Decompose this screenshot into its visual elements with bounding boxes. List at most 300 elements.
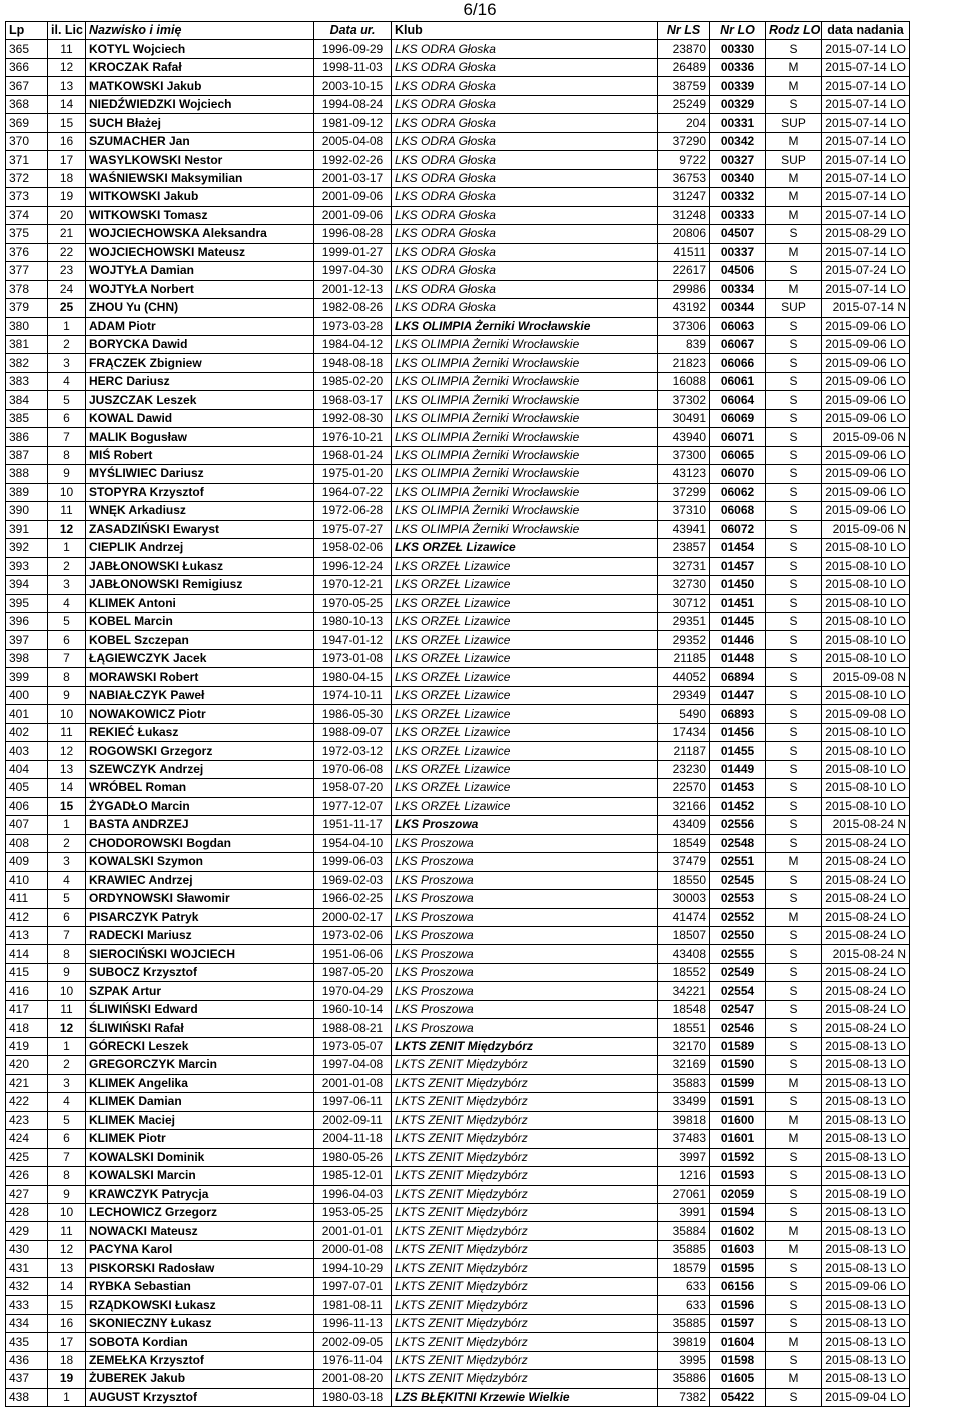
cell-club: LKS ODRA Głoska: [392, 206, 658, 224]
cell-birth-date: 1968-03-17: [314, 391, 392, 409]
license-table: [5, 21, 910, 1407]
cell-name: KOWALSKI Dominik: [86, 1148, 314, 1166]
cell-name: SZPAK Artur: [86, 982, 314, 1000]
cell-rodz-lo: S: [766, 557, 822, 575]
cell-lic: 6: [48, 908, 86, 926]
cell-birth-date: 1992-08-30: [314, 409, 392, 427]
table-row: [6, 77, 910, 95]
cell-lp: 377: [6, 262, 48, 280]
cell-rodz-lo: S: [766, 372, 822, 390]
cell-data-nadania: 2015-08-10 LO: [822, 576, 910, 594]
header-nr-ls: Nr LS: [658, 22, 710, 40]
table-row: [6, 1074, 910, 1092]
cell-data-nadania: 2015-08-13 LO: [822, 1296, 910, 1314]
cell-nr-ls: 37300: [658, 446, 710, 464]
cell-lic: 10: [48, 483, 86, 501]
header-name: Nazwisko i imię: [86, 22, 314, 40]
cell-club: LKTS ZENIT Międzybórz: [392, 1037, 658, 1055]
cell-nr-lo: 06067: [710, 335, 766, 353]
cell-name: RYBKA Sebastian: [86, 1277, 314, 1295]
cell-club: LKTS ZENIT Międzybórz: [392, 1204, 658, 1222]
cell-data-nadania: 2015-09-06 LO: [822, 483, 910, 501]
cell-birth-date: 1973-02-06: [314, 926, 392, 944]
cell-nr-ls: 30712: [658, 594, 710, 612]
cell-name: ADAM Piotr: [86, 317, 314, 335]
cell-club: LKS ODRA Głoska: [392, 132, 658, 150]
cell-club: LKS OLIMPIA Żerniki Wrocławskie: [392, 428, 658, 446]
cell-club: LKS ORZEŁ Lizawice: [392, 668, 658, 686]
cell-club: LKS ODRA Głoska: [392, 243, 658, 261]
cell-lp: 435: [6, 1333, 48, 1351]
cell-lp: 428: [6, 1204, 48, 1222]
cell-lic: 17: [48, 1333, 86, 1351]
cell-name: PISKORSKI Radosław: [86, 1259, 314, 1277]
cell-birth-date: 1972-06-28: [314, 502, 392, 520]
cell-club: LKS ORZEŁ Lizawice: [392, 742, 658, 760]
cell-birth-date: 1988-08-21: [314, 1019, 392, 1037]
cell-club: LKS ODRA Głoska: [392, 262, 658, 280]
table-row: [6, 1019, 910, 1037]
cell-club: LKS ODRA Głoska: [392, 188, 658, 206]
cell-birth-date: 2002-09-05: [314, 1333, 392, 1351]
header-rodz-lo: Rodz LO: [766, 22, 822, 40]
cell-rodz-lo: S: [766, 779, 822, 797]
cell-lp: 370: [6, 132, 48, 150]
cell-club: LKTS ZENIT Międzybórz: [392, 1277, 658, 1295]
cell-nr-lo: 01590: [710, 1056, 766, 1074]
cell-lp: 408: [6, 834, 48, 852]
cell-club: LKS ORZEŁ Lizawice: [392, 779, 658, 797]
cell-lic: 14: [48, 779, 86, 797]
cell-birth-date: 1996-08-28: [314, 225, 392, 243]
cell-club: LKS OLIMPIA Żerniki Wrocławskie: [392, 502, 658, 520]
table-row: [6, 1351, 910, 1369]
cell-lp: 401: [6, 705, 48, 723]
cell-rodz-lo: S: [766, 502, 822, 520]
cell-nr-lo: 02546: [710, 1019, 766, 1037]
cell-name: KRAWCZYK Patrycja: [86, 1185, 314, 1203]
cell-club: LKS ODRA Głoska: [392, 114, 658, 132]
cell-nr-ls: 37302: [658, 391, 710, 409]
cell-nr-lo: 02555: [710, 945, 766, 963]
cell-lp: 392: [6, 539, 48, 557]
cell-data-nadania: 2015-09-06 LO: [822, 465, 910, 483]
cell-name: JABŁONOWSKI Remigiusz: [86, 576, 314, 594]
cell-lic: 12: [48, 58, 86, 76]
cell-data-nadania: 2015-07-14 LO: [822, 151, 910, 169]
cell-birth-date: 1970-06-08: [314, 760, 392, 778]
table-row: [6, 649, 910, 667]
cell-rodz-lo: M: [766, 58, 822, 76]
cell-rodz-lo: S: [766, 705, 822, 723]
cell-rodz-lo: S: [766, 613, 822, 631]
table-row: [6, 1222, 910, 1240]
cell-rodz-lo: S: [766, 963, 822, 981]
cell-nr-ls: 18549: [658, 834, 710, 852]
cell-birth-date: 1958-07-20: [314, 779, 392, 797]
cell-birth-date: 2001-08-20: [314, 1370, 392, 1388]
cell-club: LKS ODRA Głoska: [392, 95, 658, 113]
cell-rodz-lo: M: [766, 1333, 822, 1351]
cell-name: WITKOWSKI Tomasz: [86, 206, 314, 224]
cell-lic: 9: [48, 686, 86, 704]
cell-rodz-lo: S: [766, 649, 822, 667]
cell-birth-date: 1997-06-11: [314, 1093, 392, 1111]
cell-birth-date: 1960-10-14: [314, 1000, 392, 1018]
cell-nr-ls: 30491: [658, 409, 710, 427]
table-row: [6, 1148, 910, 1166]
cell-data-nadania: 2015-08-13 LO: [822, 1240, 910, 1258]
cell-lic: 3: [48, 354, 86, 372]
cell-name: KLIMEK Piotr: [86, 1130, 314, 1148]
cell-club: LKS ORZEŁ Lizawice: [392, 594, 658, 612]
cell-name: RZĄDKOWSKI Łukasz: [86, 1296, 314, 1314]
cell-lic: 10: [48, 1204, 86, 1222]
cell-data-nadania: 2015-08-10 LO: [822, 539, 910, 557]
table-row: [6, 132, 910, 150]
cell-data-nadania: 2015-08-10 LO: [822, 594, 910, 612]
cell-lp: 426: [6, 1167, 48, 1185]
cell-nr-ls: 39819: [658, 1333, 710, 1351]
table-row: [6, 1185, 910, 1203]
cell-club: LKTS ZENIT Międzybórz: [392, 1093, 658, 1111]
cell-birth-date: 1994-08-24: [314, 95, 392, 113]
cell-rodz-lo: S: [766, 742, 822, 760]
cell-nr-lo: 01452: [710, 797, 766, 815]
cell-name: KOWAL Dawid: [86, 409, 314, 427]
cell-lp: 379: [6, 299, 48, 317]
cell-lp: 384: [6, 391, 48, 409]
cell-nr-ls: 27061: [658, 1185, 710, 1203]
cell-birth-date: 1970-05-25: [314, 594, 392, 612]
cell-lp: 368: [6, 95, 48, 113]
cell-name: SZEWCZYK Andrzej: [86, 760, 314, 778]
cell-lp: 397: [6, 631, 48, 649]
cell-lic: 5: [48, 391, 86, 409]
table-row: [6, 926, 910, 944]
cell-birth-date: 1976-11-04: [314, 1351, 392, 1369]
header-data-nadania: data nadania: [822, 22, 910, 40]
cell-birth-date: 1986-05-30: [314, 705, 392, 723]
cell-name: MORAWSKI Robert: [86, 668, 314, 686]
cell-nr-ls: 41474: [658, 908, 710, 926]
cell-rodz-lo: S: [766, 446, 822, 464]
cell-birth-date: 1970-12-21: [314, 576, 392, 594]
cell-nr-ls: 32730: [658, 576, 710, 594]
table-row: [6, 446, 910, 464]
cell-lic: 7: [48, 649, 86, 667]
cell-data-nadania: 2015-08-24 LO: [822, 982, 910, 1000]
cell-club: LKTS ZENIT Międzybórz: [392, 1148, 658, 1166]
cell-birth-date: 2001-01-01: [314, 1222, 392, 1240]
cell-nr-lo: 01595: [710, 1259, 766, 1277]
cell-data-nadania: 2015-08-13 LO: [822, 1167, 910, 1185]
cell-nr-ls: 29352: [658, 631, 710, 649]
cell-lp: 409: [6, 853, 48, 871]
cell-birth-date: 1976-10-21: [314, 428, 392, 446]
cell-rodz-lo: S: [766, 1148, 822, 1166]
cell-lp: 433: [6, 1296, 48, 1314]
cell-lic: 12: [48, 742, 86, 760]
cell-club: LKTS ZENIT Międzybórz: [392, 1056, 658, 1074]
table-row: [6, 1093, 910, 1111]
cell-club: LKTS ZENIT Międzybórz: [392, 1167, 658, 1185]
cell-club: LKS ORZEŁ Lizawice: [392, 649, 658, 667]
cell-nr-lo: 01592: [710, 1148, 766, 1166]
cell-birth-date: 1964-07-22: [314, 483, 392, 501]
cell-birth-date: 2001-09-06: [314, 188, 392, 206]
cell-rodz-lo: S: [766, 686, 822, 704]
cell-birth-date: 2001-01-08: [314, 1074, 392, 1092]
cell-club: LKS ODRA Głoska: [392, 280, 658, 298]
cell-lp: 390: [6, 502, 48, 520]
cell-rodz-lo: M: [766, 908, 822, 926]
table-row: [6, 963, 910, 981]
table-row: [6, 1130, 910, 1148]
cell-data-nadania: 2015-08-10 LO: [822, 557, 910, 575]
cell-name: ŚLIWIŃSKI Edward: [86, 1000, 314, 1018]
cell-data-nadania: 2015-09-06 N: [822, 520, 910, 538]
cell-nr-lo: 01593: [710, 1167, 766, 1185]
cell-birth-date: 2000-02-17: [314, 908, 392, 926]
cell-data-nadania: 2015-08-13 LO: [822, 1222, 910, 1240]
cell-nr-ls: 23870: [658, 40, 710, 58]
cell-rodz-lo: SUP: [766, 114, 822, 132]
cell-rodz-lo: S: [766, 391, 822, 409]
table-row: [6, 705, 910, 723]
cell-club: LKS ORZEŁ Lizawice: [392, 723, 658, 741]
cell-rodz-lo: M: [766, 1074, 822, 1092]
cell-lp: 371: [6, 151, 48, 169]
table-header-row: [6, 22, 910, 40]
table-row: [6, 502, 910, 520]
cell-data-nadania: 2015-08-13 LO: [822, 1037, 910, 1055]
cell-club: LZS BŁĘKITNI Krzewie Wielkie: [392, 1388, 658, 1406]
cell-nr-ls: 43940: [658, 428, 710, 446]
cell-club: LKS Proszowa: [392, 908, 658, 926]
cell-data-nadania: 2015-08-19 LO: [822, 1185, 910, 1203]
cell-name: MATKOWSKI Jakub: [86, 77, 314, 95]
cell-lp: 407: [6, 816, 48, 834]
cell-lic: 14: [48, 95, 86, 113]
cell-birth-date: 1966-02-25: [314, 890, 392, 908]
cell-rodz-lo: S: [766, 797, 822, 815]
cell-lp: 421: [6, 1074, 48, 1092]
cell-name: WOJCIECHOWSKI Mateusz: [86, 243, 314, 261]
cell-rodz-lo: SUP: [766, 151, 822, 169]
cell-nr-ls: 21187: [658, 742, 710, 760]
table-body: [6, 40, 910, 1407]
table-row: [6, 335, 910, 353]
cell-nr-lo: 00336: [710, 58, 766, 76]
cell-rodz-lo: S: [766, 668, 822, 686]
cell-data-nadania: 2015-08-24 LO: [822, 1019, 910, 1037]
cell-lic: 24: [48, 280, 86, 298]
cell-name: GREGORCZYK Marcin: [86, 1056, 314, 1074]
cell-birth-date: 1968-01-24: [314, 446, 392, 464]
cell-club: LKTS ZENIT Międzybórz: [392, 1130, 658, 1148]
cell-data-nadania: 2015-09-06 LO: [822, 354, 910, 372]
cell-nr-lo: 00342: [710, 132, 766, 150]
cell-nr-lo: 02556: [710, 816, 766, 834]
cell-lic: 15: [48, 797, 86, 815]
cell-name: FRĄCZEK Zbigniew: [86, 354, 314, 372]
cell-nr-ls: 32166: [658, 797, 710, 815]
cell-lp: 382: [6, 354, 48, 372]
cell-nr-ls: 1216: [658, 1167, 710, 1185]
cell-nr-lo: 01603: [710, 1240, 766, 1258]
cell-club: LKTS ZENIT Międzybórz: [392, 1222, 658, 1240]
cell-lp: 411: [6, 890, 48, 908]
cell-birth-date: 1954-04-10: [314, 834, 392, 852]
cell-lic: 20: [48, 206, 86, 224]
table-row: [6, 206, 910, 224]
cell-nr-ls: 43192: [658, 299, 710, 317]
table-row: [6, 779, 910, 797]
cell-club: LKS OLIMPIA Żerniki Wrocławskie: [392, 335, 658, 353]
cell-nr-lo: 06156: [710, 1277, 766, 1295]
cell-lic: 3: [48, 576, 86, 594]
cell-lic: 21: [48, 225, 86, 243]
cell-lic: 22: [48, 243, 86, 261]
cell-lp: 422: [6, 1093, 48, 1111]
cell-name: KLIMEK Maciej: [86, 1111, 314, 1129]
cell-birth-date: 1981-09-12: [314, 114, 392, 132]
cell-rodz-lo: S: [766, 520, 822, 538]
cell-club: LKTS ZENIT Międzybórz: [392, 1314, 658, 1332]
cell-nr-lo: 02551: [710, 853, 766, 871]
cell-lp: 394: [6, 576, 48, 594]
cell-lic: 16: [48, 132, 86, 150]
table-row: [6, 982, 910, 1000]
cell-club: LKS ORZEŁ Lizawice: [392, 613, 658, 631]
cell-birth-date: 1970-04-29: [314, 982, 392, 1000]
cell-nr-lo: 06069: [710, 409, 766, 427]
cell-lp: 423: [6, 1111, 48, 1129]
cell-nr-lo: 01597: [710, 1314, 766, 1332]
cell-lic: 15: [48, 114, 86, 132]
table-row: [6, 188, 910, 206]
cell-club: LKS OLIMPIA Żerniki Wrocławskie: [392, 372, 658, 390]
cell-data-nadania: 2015-08-10 LO: [822, 649, 910, 667]
cell-lic: 2: [48, 335, 86, 353]
table-row: [6, 723, 910, 741]
cell-club: LKS OLIMPIA Żerniki Wrocławskie: [392, 354, 658, 372]
cell-nr-lo: 00331: [710, 114, 766, 132]
header-nr-lo: Nr LO: [710, 22, 766, 40]
cell-rodz-lo: M: [766, 1370, 822, 1388]
cell-lic: 11: [48, 1222, 86, 1240]
cell-birth-date: 1973-01-08: [314, 649, 392, 667]
cell-nr-ls: 21185: [658, 649, 710, 667]
cell-data-nadania: 2015-08-24 LO: [822, 853, 910, 871]
cell-nr-ls: 29351: [658, 613, 710, 631]
table-row: [6, 391, 910, 409]
header-club: Klub: [392, 22, 658, 40]
cell-data-nadania: 2015-09-06 LO: [822, 502, 910, 520]
cell-lic: 3: [48, 853, 86, 871]
cell-rodz-lo: S: [766, 262, 822, 280]
cell-lic: 1: [48, 539, 86, 557]
cell-rodz-lo: S: [766, 760, 822, 778]
cell-lp: 374: [6, 206, 48, 224]
cell-nr-lo: 00337: [710, 243, 766, 261]
cell-birth-date: 2004-11-18: [314, 1130, 392, 1148]
cell-birth-date: 1985-12-01: [314, 1167, 392, 1185]
cell-rodz-lo: S: [766, 1093, 822, 1111]
cell-nr-ls: 18579: [658, 1259, 710, 1277]
cell-club: LKS OLIMPIA Żerniki Wrocławskie: [392, 446, 658, 464]
cell-birth-date: 2001-09-06: [314, 206, 392, 224]
cell-birth-date: 1987-05-20: [314, 963, 392, 981]
cell-nr-lo: 01605: [710, 1370, 766, 1388]
cell-nr-ls: 20806: [658, 225, 710, 243]
cell-lic: 11: [48, 1000, 86, 1018]
cell-nr-lo: 01594: [710, 1204, 766, 1222]
cell-nr-lo: 01604: [710, 1333, 766, 1351]
cell-birth-date: 1980-03-18: [314, 1388, 392, 1406]
table-row: [6, 372, 910, 390]
cell-club: LKS Proszowa: [392, 871, 658, 889]
cell-club: LKS ODRA Głoska: [392, 151, 658, 169]
cell-rodz-lo: S: [766, 354, 822, 372]
cell-nr-lo: 02553: [710, 890, 766, 908]
cell-nr-ls: 633: [658, 1296, 710, 1314]
cell-nr-lo: 01450: [710, 576, 766, 594]
cell-data-nadania: 2015-08-13 LO: [822, 1351, 910, 1369]
table-row: [6, 742, 910, 760]
cell-lp: 434: [6, 1314, 48, 1332]
cell-nr-ls: 3997: [658, 1148, 710, 1166]
cell-nr-lo: 06894: [710, 668, 766, 686]
cell-lic: 1: [48, 317, 86, 335]
cell-data-nadania: 2015-08-24 LO: [822, 890, 910, 908]
table-row: [6, 299, 910, 317]
cell-nr-lo: 02549: [710, 963, 766, 981]
cell-name: BASTA ANDRZEJ: [86, 816, 314, 834]
cell-data-nadania: 2015-09-06 LO: [822, 335, 910, 353]
cell-nr-lo: 02059: [710, 1185, 766, 1203]
cell-nr-lo: 01446: [710, 631, 766, 649]
cell-name: HERC Dariusz: [86, 372, 314, 390]
cell-nr-lo: 02547: [710, 1000, 766, 1018]
cell-nr-lo: 06064: [710, 391, 766, 409]
cell-nr-ls: 23857: [658, 539, 710, 557]
cell-name: ORDYNOWSKI Sławomir: [86, 890, 314, 908]
cell-rodz-lo: S: [766, 1019, 822, 1037]
cell-lp: 402: [6, 723, 48, 741]
cell-nr-ls: 633: [658, 1277, 710, 1295]
table-row: [6, 1370, 910, 1388]
cell-rodz-lo: S: [766, 1000, 822, 1018]
cell-data-nadania: 2015-08-24 LO: [822, 908, 910, 926]
cell-data-nadania: 2015-09-06 LO: [822, 1277, 910, 1295]
cell-data-nadania: 2015-09-06 LO: [822, 409, 910, 427]
cell-lic: 6: [48, 1130, 86, 1148]
cell-rodz-lo: M: [766, 280, 822, 298]
cell-rodz-lo: S: [766, 723, 822, 741]
cell-club: LKS ODRA Głoska: [392, 169, 658, 187]
cell-name: WOJTYŁA Damian: [86, 262, 314, 280]
cell-data-nadania: 2015-07-24 LO: [822, 262, 910, 280]
cell-nr-ls: 18552: [658, 963, 710, 981]
cell-lp: 429: [6, 1222, 48, 1240]
cell-data-nadania: 2015-09-06 N: [822, 428, 910, 446]
table-row: [6, 668, 910, 686]
cell-rodz-lo: M: [766, 188, 822, 206]
cell-data-nadania: 2015-08-10 LO: [822, 779, 910, 797]
cell-rodz-lo: S: [766, 982, 822, 1000]
